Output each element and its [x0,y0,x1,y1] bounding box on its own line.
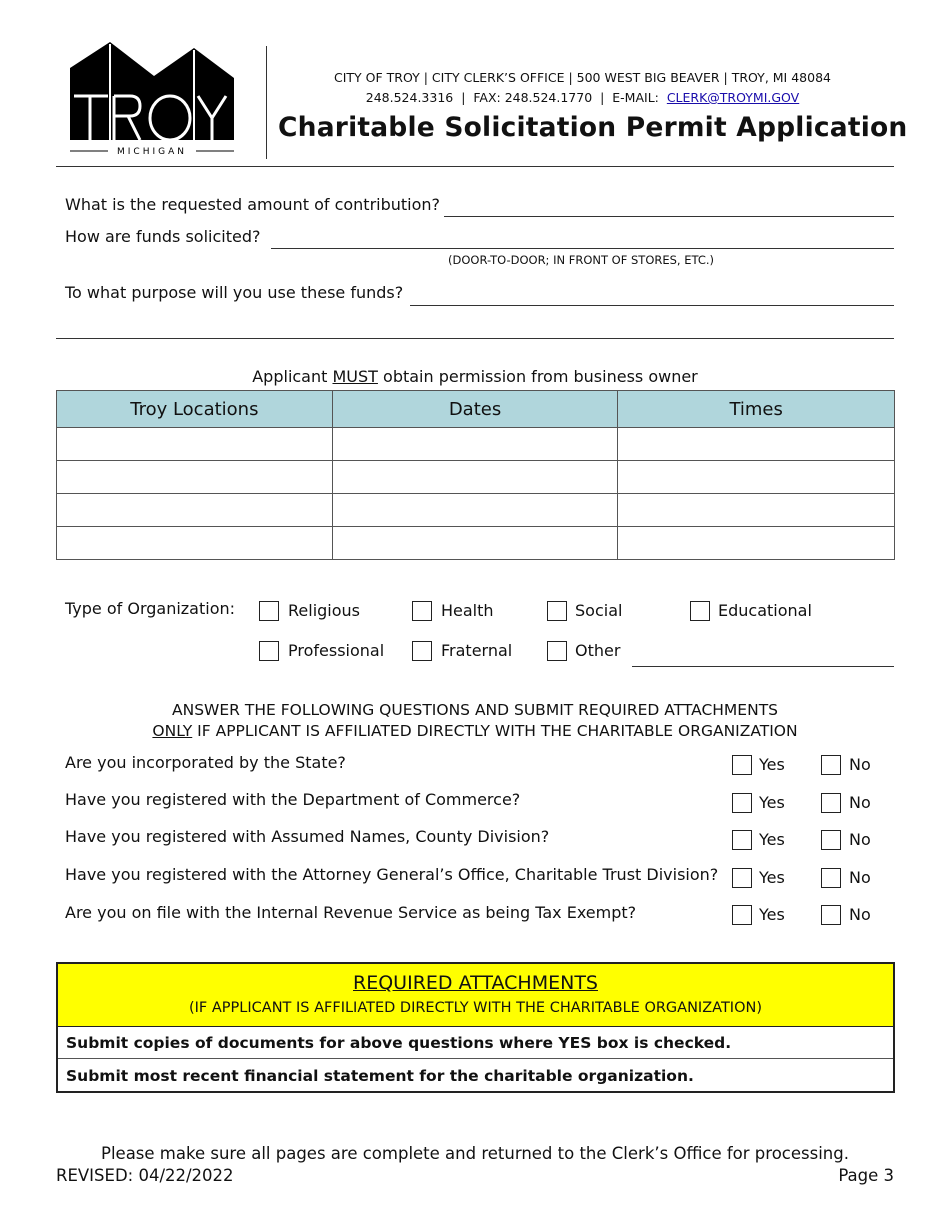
header-dates: Dates [332,391,618,428]
incorporated-yes-checkbox[interactable] [732,755,752,775]
date-cell[interactable] [332,494,618,527]
permission-prefix: Applicant [252,367,333,386]
question-tax-exempt: Are you on file with the Internal Revenue Service as being Tax Exempt? [65,903,637,922]
social-label: Social [575,601,623,620]
troy-logo-graphic [68,40,236,160]
purpose-label: To what purpose will you use these funds? [65,283,404,302]
troy-logo [68,40,236,160]
location-cell[interactable] [57,428,333,461]
solicited-note: (DOOR-TO-DOOR; IN FRONT OF STORES, ETC.) [448,253,715,267]
date-cell[interactable] [332,527,618,560]
questions-heading-rest: IF APPLICANT IS AFFILIATED DIRECTLY WITH THE CHARITABLE ORGANIZATION [192,722,798,740]
time-cell[interactable] [618,494,895,527]
attachments-subtitle: (IF APPLICANT IS AFFILIATED DIRECTLY WITH THE CHARITABLE ORGANIZATION) [189,1000,762,1016]
question-incorporated: Are you incorporated by the State? [65,753,346,772]
contribution-label: What is the requested amount of contribution? [65,195,441,214]
no-label: No [849,868,871,887]
header-troy-locations: Troy Locations [57,391,333,428]
yes-label: Yes [759,830,785,849]
logo-subtext: MICHIGAN [117,147,187,157]
date-cell[interactable] [332,461,618,494]
header-divider [266,46,267,159]
revised-date: REVISED: 04/22/2022 [56,1166,234,1185]
organization-type-label: Type of Organization: [65,599,236,618]
question-attorney-general: Have you registered with the Attorney General’s Office, Charitable Trust Division? [65,865,719,884]
solicited-input-line[interactable] [271,248,894,249]
tax-exempt-yes-checkbox[interactable] [732,905,752,925]
educational-checkbox[interactable] [690,601,710,621]
question-assumed-names: Have you registered with Assumed Names, County Division? [65,827,550,846]
tax-exempt-no-checkbox[interactable] [821,905,841,925]
other-label: Other [575,641,621,660]
date-cell[interactable] [332,428,618,461]
table-header-row [57,391,895,428]
yes-label: Yes [759,755,785,774]
required-attachments-box [56,962,895,1093]
yes-label: Yes [759,905,785,924]
attachment-item [58,1059,893,1092]
location-cell[interactable] [57,527,333,560]
page-number: Page 3 [838,1166,894,1185]
questions-heading-line1: ANSWER THE FOLLOWING QUESTIONS AND SUBMIT REQUIRED ATTACHMENTS [172,701,778,719]
yes-label: Yes [759,868,785,887]
no-label: No [849,905,871,924]
purpose-input-line-2[interactable] [56,338,894,339]
attachment-item [58,1026,893,1059]
no-label: No [849,793,871,812]
location-cell[interactable] [57,494,333,527]
contact-phone-fax: 248.524.3316 | FAX: 248.524.1770 | E-MAIL: [365,90,667,105]
health-label: Health [441,601,494,620]
footer-note: Please make sure all pages are complete and returned to the Clerk’s Office for processing. [101,1144,849,1163]
fraternal-checkbox[interactable] [412,641,432,661]
table-row [57,428,895,461]
attachment-item-text: Submit copies of documents for above questions where YES box is checked. [66,1034,732,1052]
time-cell[interactable] [618,461,895,494]
educational-label: Educational [718,601,812,620]
time-cell[interactable] [618,527,895,560]
permission-emphasis: MUST [332,367,378,386]
religious-checkbox[interactable] [259,601,279,621]
email-link[interactable]: CLERK@TROYMI.GOV [666,90,800,105]
questions-heading-line2 [56,722,894,740]
fraternal-label: Fraternal [441,641,513,660]
form-title: Charitable Solicitation Permit Application [278,112,908,143]
no-label: No [849,755,871,774]
table-row [57,494,895,527]
professional-label: Professional [288,641,385,660]
question-commerce: Have you registered with the Department of Commerce? [65,790,521,809]
permission-note [56,367,894,386]
commerce-yes-checkbox[interactable] [732,793,752,813]
table-row [57,461,895,494]
location-cell[interactable] [57,461,333,494]
contact-line-2 [290,90,875,105]
questions-heading-emphasis: ONLY [152,722,193,740]
permission-suffix: obtain permission from business owner [377,367,698,386]
assumed-names-no-checkbox[interactable] [821,830,841,850]
table-row [57,527,895,560]
purpose-input-line[interactable] [410,305,894,306]
time-cell[interactable] [618,428,895,461]
attachments-header [58,964,893,1027]
assumed-names-yes-checkbox[interactable] [732,830,752,850]
contribution-input-line[interactable] [444,216,894,217]
locations-table [56,390,895,560]
other-input-line[interactable] [632,666,894,667]
header-times: Times [618,391,895,428]
no-label: No [849,830,871,849]
social-checkbox[interactable] [547,601,567,621]
attorney-general-no-checkbox[interactable] [821,868,841,888]
attorney-general-yes-checkbox[interactable] [732,868,752,888]
attachments-title: REQUIRED ATTACHMENTS [353,972,598,994]
health-checkbox[interactable] [412,601,432,621]
religious-label: Religious [288,601,360,620]
yes-label: Yes [759,793,785,812]
header-rule [56,166,894,167]
solicited-label: How are funds solicited? [65,227,261,246]
contact-line-1: CITY OF TROY | CITY CLERK’S OFFICE | 500 WEST BIG BEAVER | TROY, MI 48084 [334,70,831,85]
other-checkbox[interactable] [547,641,567,661]
commerce-no-checkbox[interactable] [821,793,841,813]
professional-checkbox[interactable] [259,641,279,661]
incorporated-no-checkbox[interactable] [821,755,841,775]
attachment-item-text: Submit most recent financial statement for the charitable organization. [66,1067,694,1085]
